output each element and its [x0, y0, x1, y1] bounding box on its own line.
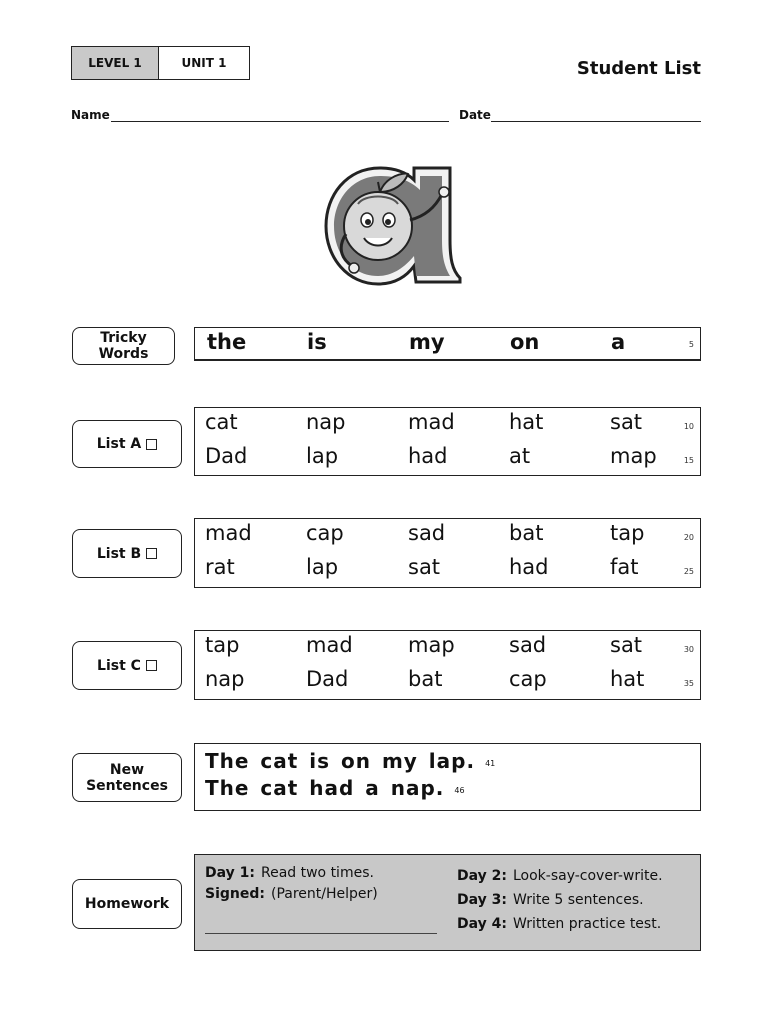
word: at: [509, 444, 531, 468]
word: tap: [205, 633, 240, 657]
day1-line: [205, 865, 374, 881]
word: bat: [408, 667, 443, 691]
sentence-text: The cat is on my lap.: [205, 749, 476, 773]
word: bat: [509, 521, 544, 545]
tricky-words-box: [194, 327, 701, 361]
word: cat: [205, 410, 238, 434]
word: had: [509, 555, 549, 579]
word: map: [610, 444, 657, 468]
word-count: 15: [683, 456, 694, 465]
new-sentences-label-line2: Sentences: [86, 777, 168, 794]
list-c-label: [72, 641, 182, 690]
word: fat: [610, 555, 639, 579]
day3-text: Write 5 sentences.: [512, 892, 644, 908]
day2-label: Day 2:: [457, 868, 507, 884]
word: mad: [306, 633, 353, 657]
word: hat: [509, 410, 544, 434]
letter-a-apple-icon: [318, 160, 468, 290]
word-count: 46: [454, 786, 465, 795]
word-count: 35: [683, 679, 694, 688]
word: on: [510, 330, 540, 354]
day1-text: Read two times.: [260, 865, 374, 881]
name-label: Name: [71, 108, 110, 122]
word-count: 41: [485, 759, 496, 768]
level-label: LEVEL 1: [72, 47, 159, 79]
sentence-1: [205, 749, 495, 773]
list-a-checkbox[interactable]: [146, 439, 157, 450]
word: sad: [509, 633, 547, 657]
day2-text: Look-say-cover-write.: [512, 868, 663, 884]
word: lap: [306, 555, 339, 579]
word-count: 30: [683, 645, 694, 654]
tricky-words-label: Tricky Words: [72, 327, 175, 365]
word-count: 10: [683, 422, 694, 431]
level-unit-box: [71, 46, 250, 80]
word: hat: [610, 667, 645, 691]
list-c-box: [194, 630, 701, 700]
day2-line: [457, 868, 663, 884]
day4-line: [457, 916, 661, 932]
word: sat: [610, 633, 643, 657]
date-label: Date: [459, 108, 491, 122]
homework-box: [194, 854, 701, 951]
date-line[interactable]: [491, 121, 701, 122]
day4-label: Day 4:: [457, 916, 507, 932]
day3-line: [457, 892, 644, 908]
name-date-row: [71, 108, 701, 124]
list-a-box: [194, 407, 701, 476]
sentence-2: [205, 776, 465, 800]
list-a-label-text: List A: [96, 436, 142, 452]
word: nap: [205, 667, 245, 691]
sentences-box: [194, 743, 701, 811]
name-line[interactable]: [111, 121, 449, 122]
list-b-checkbox[interactable]: [146, 548, 157, 559]
list-b-label: [72, 529, 182, 578]
word: sat: [610, 410, 643, 434]
list-c-checkbox[interactable]: [146, 660, 157, 671]
word: the: [207, 330, 247, 354]
word: a: [611, 330, 626, 354]
word-count: 20: [683, 533, 694, 542]
word: map: [408, 633, 455, 657]
list-c-label-text: List C: [97, 657, 141, 674]
list-b-label-text: List B: [96, 545, 142, 562]
new-sentences-label: [72, 753, 182, 802]
signed-label: Signed:: [205, 886, 265, 902]
word-count: 5: [688, 340, 694, 349]
unit-label: UNIT 1: [159, 47, 249, 79]
word: cap: [306, 521, 344, 545]
word-count: 25: [683, 567, 694, 576]
signed-line: [205, 886, 378, 902]
list-a-label: [72, 420, 182, 468]
word: rat: [205, 555, 235, 579]
page-title: Student List: [576, 58, 701, 79]
signature-line[interactable]: [205, 933, 437, 934]
word: had: [408, 444, 448, 468]
word: mad: [408, 410, 455, 434]
word: nap: [306, 410, 346, 434]
word: cap: [509, 667, 547, 691]
signed-text: (Parent/Helper): [271, 886, 378, 902]
day4-text: Written practice test.: [512, 916, 662, 932]
day1-label: Day 1:: [205, 865, 255, 881]
word: sat: [408, 555, 441, 579]
word: is: [307, 330, 327, 354]
word: Dad: [205, 444, 248, 468]
word: sad: [408, 521, 446, 545]
word: my: [409, 330, 445, 354]
sentence-text: The cat had a nap.: [205, 776, 445, 800]
homework-label: Homework: [72, 879, 182, 929]
list-b-box: [194, 518, 701, 588]
day3-label: Day 3:: [457, 892, 507, 908]
word: lap: [306, 444, 339, 468]
new-sentences-label-line1: New: [109, 761, 145, 778]
word: tap: [610, 521, 645, 545]
word: Dad: [306, 667, 349, 691]
word: mad: [205, 521, 252, 545]
